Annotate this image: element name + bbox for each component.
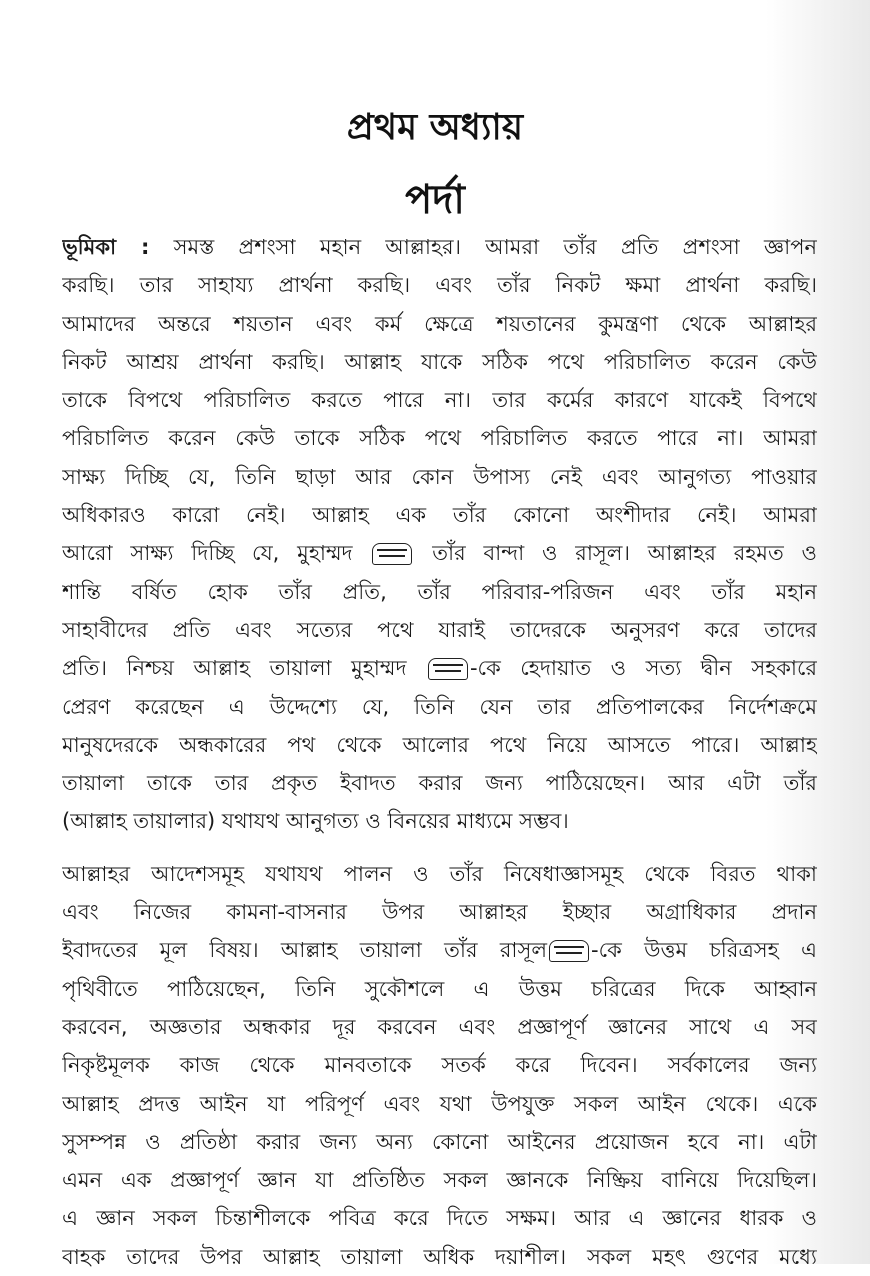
text-line: নিকৃষ্টমূলক কাজ থেকে মানবতাকে সতর্ক করে দিবেন। সর্বকালের জন্য [62,1053,817,1078]
text-line-content: ইবাদতের মূল বিষয়। আল্লাহ তায়ালা তাঁর রাসূল [62,938,548,963]
text-line: নিকট আশ্রয় প্রার্থনা করছি। আল্লাহ যাকে সঠিক পথে পরিচালিত করেন কেউ [62,349,817,374]
text-line-content: সমস্ত প্রশংসা মহান আল্লাহর। আমরা তাঁর প্রতি প্রশংসা জ্ঞাপন [149,235,817,259]
text-line: তায়ালা তাকে তার প্রকৃত ইবাদত করার জন্য পাঠিয়েছেন। আর এটা তাঁর [62,771,817,796]
text-line-content: তাঁর বান্দা ও রাসূল। আল্লাহর রহমত ও [414,541,817,566]
intro-label: ভূমিকা : [62,235,150,259]
text-line [62,649,817,687]
salawat-seal-icon [428,658,468,680]
text-line [62,228,817,266]
paragraph-introduction [62,228,817,841]
text-line: তাকে বিপথে পরিচালিত করতে পারে না। তার কর্মের কারণে যাকেই বিপথে [62,388,817,413]
text-line: আল্লাহ প্রদত্ত আইন যা পরিপূর্ণ এবং যথা উপযুক্ত সকল আইন থেকে। একে [62,1091,817,1116]
text-line-content: আরো সাক্ষ্য দিচ্ছি যে, মুহাম্মদ [62,541,371,566]
text-line-content: প্রতি। নিশ্চয় আল্লাহ তায়ালা মুহাম্মদ [62,656,426,681]
text-line: সাহাবীদের প্রতি এবং সত্যের পথে যারাই তাদেরকে অনুসরণ করে তাদের [62,617,817,642]
text-line: পরিচালিত করেন কেউ তাকে সঠিক পথে পরিচালিত করতে পারে না। আমরা [62,426,817,451]
salawat-seal-icon [372,543,412,565]
chapter-title: প্রথম অধ্যায় [346,107,524,148]
text-line: এ জ্ঞান সকল চিন্তাশীলকে পবিত্র করে দিতে সক্ষম। আর এ জ্ঞানের ধারক ও [62,1206,817,1231]
text-line: অধিকারও কারো নেই। আল্লাহ এক তাঁর কোনো অংশীদার নেই। আমরা [62,503,817,528]
text-line: বাহক তাদের উপর আল্লাহ তায়ালা অধিক দয়াশীল। সকল মহৎ গুণের মধ্যে [62,1244,817,1269]
text-line: এবং নিজের কামনা-বাসনার উপর আল্লাহর ইচ্ছার অগ্রাধিকার প্রদান [62,900,817,925]
text-line: সুসম্পন্ন ও প্রতিষ্ঠা করার জন্য অন্য কোনো আইনের প্রয়োজন হবে না। এটা [62,1129,817,1154]
text-line: মানুষদেরকে অন্ধকারের পথ থেকে আলোর পথে নিয়ে আসতে পারে। আল্লাহ [62,732,817,757]
text-line-content: -কে উত্তম চরিত্রসহ এ [591,938,817,963]
text-line: আল্লাহর আদেশসমূহ যথাযথ পালন ও তাঁর নিষেধাজ্ঞাসমূহ থেকে বিরত থাকা [62,861,817,886]
salawat-seal-icon [549,940,589,962]
body-text [62,228,817,1276]
text-line: এমন এক প্রজ্ঞাপূর্ণ জ্ঞান যা প্রতিষ্ঠিত সকল জ্ঞানকে নিষ্ক্রিয় বানিয়ে দিয়েছিল। [62,1168,817,1193]
paragraph-worship [62,855,817,1276]
text-line: আমাদের অন্তরে শয়তান এবং কর্ম ক্ষেত্রে শয়তানের কুমন্ত্রণা থেকে আল্লাহর [62,311,817,336]
text-line: শান্তি বর্ষিত হোক তাঁর প্রতি, তাঁর পরিবার-পরিজন এবং তাঁর মহান [62,579,817,604]
text-line: করছি। তার সাহায্য প্রার্থনা করছি। এবং তাঁর নিকট ক্ষমা প্রার্থনা করছি। [62,273,817,298]
text-line [62,534,817,572]
section-title: পর্দা [405,177,465,223]
text-line: পৃথিবীতে পাঠিয়েছেন, তিনি সুকৌশলে এ উত্তম চরিত্রের দিকে আহ্বান [62,976,817,1001]
text-line: (আল্লাহ তায়ালার) যথাযথ আনুগত্য ও বিনয়ের মাধ্যমে সম্ভব। [62,809,569,834]
text-line [62,931,817,969]
text-line-content: -কে হেদায়াত ও সত্য দ্বীন সহকারে [469,656,817,681]
text-line: প্রেরণ করেছেন এ উদ্দেশ্যে যে, তিনি যেন তার প্রতিপালকের নির্দেশক্রমে [62,694,817,719]
text-line: সাক্ষ্য দিচ্ছি যে, তিনি ছাড়া আর কোন উপাস্য নেই এবং আনুগত্য পাওয়ার [62,464,817,489]
text-line: করবেন, অজ্ঞতার অন্ধকার দূর করবেন এবং প্রজ্ঞাপূর্ণ জ্ঞানের সাথে এ সব [62,1014,817,1039]
